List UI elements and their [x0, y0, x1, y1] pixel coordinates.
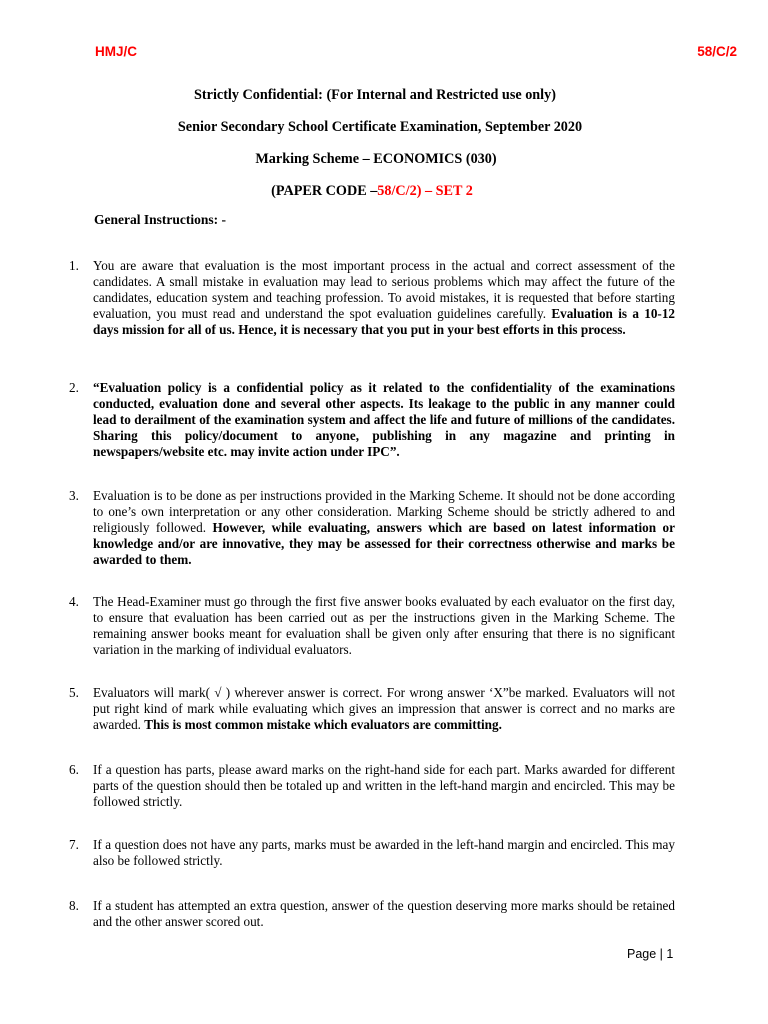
instruction-text: [93, 488, 675, 568]
instruction-text: [93, 594, 675, 658]
general-instructions-heading: General Instructions: -: [94, 212, 226, 227]
exam-title: Senior Secondary School Certificate Examination, September 2020: [177, 119, 583, 135]
instruction-number: 8.: [69, 898, 79, 913]
instruction-item: [69, 837, 675, 869]
instruction-number: 1.: [69, 258, 79, 273]
instruction-text: [93, 685, 675, 733]
instruction-item: [69, 258, 675, 338]
instruction-number: 6.: [69, 762, 79, 777]
instruction-text: [93, 837, 675, 869]
instruction-item: [69, 594, 675, 658]
instruction-bold-text: “Evaluation policy is a confidential policy as it related to the confidentiality of the examinations conducted, evaluation done and several other aspects. Its leakage to the public in any manner could lead to derailment of the examination system and affect the life and future of millions of the candidates. Sharing this policy/document to anyone, publishing in any magazine and printing in newspapers/website etc. may invite action under IPC”.: [93, 380, 675, 459]
header-left-code: HMJ/C: [95, 44, 138, 59]
instruction-text: [93, 898, 675, 930]
confidential-title: Strictly Confidential: (For Internal and Restricted use only): [194, 87, 556, 103]
instruction-text: [93, 380, 675, 460]
instruction-normal-text: Evaluation is to be done as per instructions provided in the Marking Scheme. It should not be done according to one’s own interpretation or any other consideration. Marking Scheme should be strictly adhered to and religiously followed.: [93, 488, 675, 535]
instruction-number: 5.: [69, 685, 79, 700]
paper-code-title: [0, 183, 756, 199]
instruction-number: 3.: [69, 488, 79, 503]
instruction-normal-text: The Head-Examiner must go through the first five answer books evaluated by each evaluator on the first day, to ensure that evaluation has been carried out as per the instructions given in the Marking Scheme. The remaining answer books meant for evaluation shall be given only after ensuring that there is no significant variation in the marking of individual evaluators.: [93, 594, 675, 657]
instruction-number: 7.: [69, 837, 79, 852]
paper-code-prefix: (PAPER CODE –: [271, 183, 378, 199]
instruction-text: [93, 258, 675, 338]
instruction-text: [93, 762, 675, 810]
instruction-normal-text: If a question has parts, please award marks on the right-hand side for each part. Marks awarded for different parts of the question should then be totaled up and written in the left-hand margin and encircled. This may be followed strictly.: [93, 762, 675, 809]
instruction-normal-text: If a student has attempted an extra question, answer of the question deserving more marks should be retained and the other answer scored out.: [93, 898, 675, 929]
instruction-normal-text: If a question does not have any parts, marks must be awarded in the left-hand margin and encircled. This may also be followed strictly.: [93, 837, 675, 868]
paper-code-value: 58/C/2) – SET 2: [377, 183, 473, 199]
instruction-item: [69, 380, 675, 460]
instruction-item: [69, 898, 675, 930]
page-number: Page | 1: [627, 947, 674, 961]
instruction-number: 2.: [69, 380, 79, 395]
instruction-bold-text: Evaluation is a 10-12 days mission for all of us. Hence, it is necessary that you put in your best efforts in this process.: [93, 306, 676, 337]
marking-scheme-title: Marking Scheme – ECONOMICS (030): [255, 151, 497, 167]
instruction-normal-text: You are aware that evaluation is the most important process in the actual and correct assessment of the candidates. A small mistake in evaluation may lead to serious problems which may affect the future of the candidates, education system and teaching profession. To avoid mistakes, it is requested that before starting evaluation, you must read and understand the spot evaluation guidelines carefully.: [93, 258, 675, 321]
instruction-number: 4.: [69, 594, 79, 609]
instruction-item: [69, 762, 675, 810]
instruction-bold-text: This is most common mistake which evaluators are committing.: [144, 717, 502, 732]
header-right-code: 58/C/2: [697, 44, 737, 59]
instruction-item: [69, 488, 675, 568]
instruction-normal-text: Evaluators will mark( √ ) wherever answer is correct. For wrong answer ‘X”be marked. Evaluators will not put right kind of mark while evaluating which gives an impression that answer is correct and no marks are awarded.: [93, 685, 675, 732]
instruction-item: [69, 685, 675, 733]
instruction-bold-text: However, while evaluating, answers which are based on latest information or knowledge and/or are innovative, they may be assessed for their correctness otherwise and marks be awarded to them.: [93, 520, 675, 567]
